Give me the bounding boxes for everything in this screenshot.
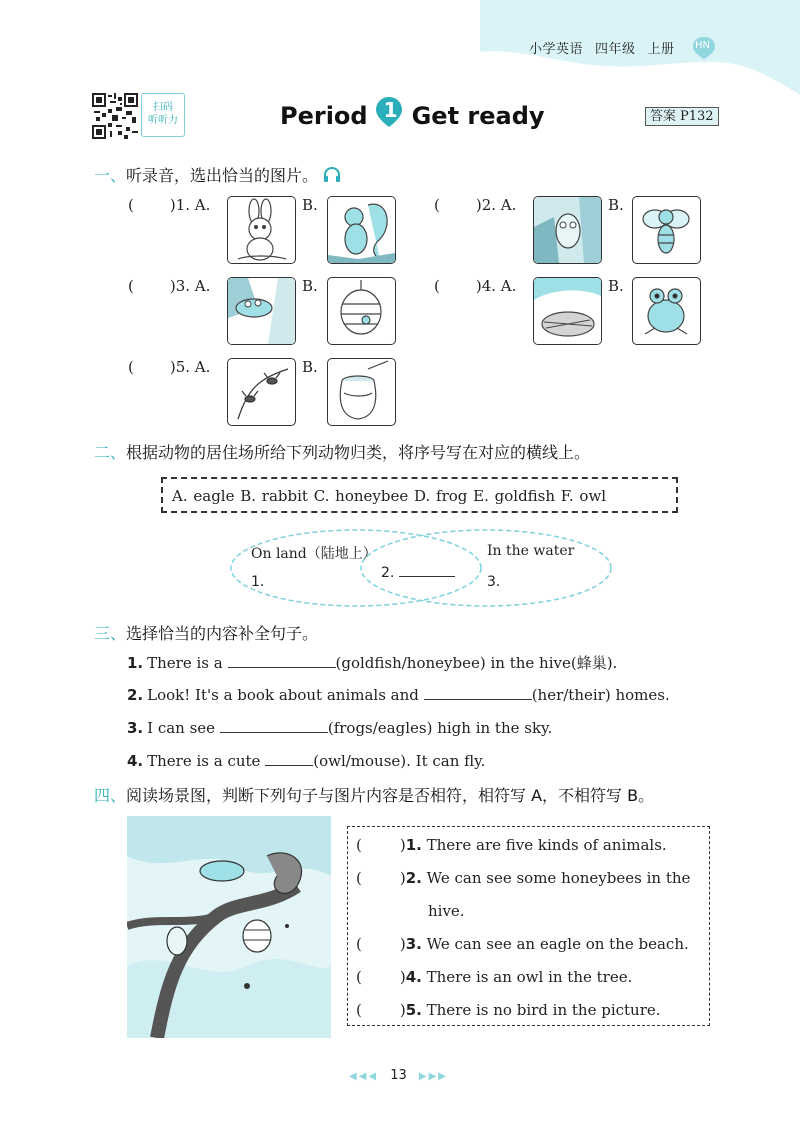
animal-options: A. eagle B. rabbit C. honeybee D. frog E. goldfish F. owl — [172, 487, 607, 505]
statement-4[interactable]: ( )4. There is an owl in the tree. — [356, 968, 633, 986]
blank1-label: 1. — [251, 574, 265, 590]
section1-number: 一、 — [94, 166, 127, 185]
sentence-4: 4. There is a cute (owl/mouse). It can fly. — [127, 752, 486, 770]
item3-number: 3. A. — [175, 277, 211, 295]
judgement-box — [347, 826, 710, 1026]
statement-5[interactable]: ( )5. There is no bird in the picture. — [356, 1001, 661, 1019]
section4-title: 阅读场景图，判断下列句子与图片内容是否相符，相符写 A，不相符写 B。 — [126, 786, 655, 805]
on-land-label: On land（陆地上） — [251, 546, 377, 562]
picture-squirrel[interactable] — [327, 196, 396, 264]
item5-answer-bracket[interactable]: ( )5. A. — [128, 358, 211, 376]
item2-number: 2. A. — [481, 196, 517, 214]
picture-rabbit[interactable] — [227, 196, 296, 264]
item4-number: 4. A. — [481, 277, 517, 295]
scene-picture[interactable] — [127, 816, 331, 1038]
scan-to-listen-label — [141, 93, 185, 137]
headphones-icon[interactable] — [323, 167, 341, 183]
title-suffix: Get ready — [411, 102, 545, 130]
section2-title: 根据动物的居住场所给下列动物归类，将序号写在对应的横线上。 — [126, 443, 591, 462]
grade-label: 四年级 — [595, 42, 636, 57]
volume-label: 上册 — [647, 42, 675, 57]
page-footer — [349, 1068, 448, 1083]
prev-arrows-icon: ◀◀◀ — [349, 1071, 379, 1082]
item4-option-b: B. — [608, 277, 624, 295]
picture-ants[interactable] — [227, 358, 296, 426]
region-badge — [692, 36, 716, 60]
section3-heading — [94, 621, 318, 644]
section4-heading — [94, 783, 654, 806]
picture-honey-jar[interactable] — [327, 358, 396, 426]
sentence-3-blank[interactable] — [220, 718, 328, 733]
statement-3[interactable]: ( )3. We can see an eagle on the beach. — [356, 935, 689, 953]
item1-answer-bracket[interactable]: ( )1. A. — [128, 196, 211, 214]
section4-number: 四、 — [94, 786, 127, 805]
section2-number: 二、 — [94, 443, 127, 462]
region-badge-text: HN — [695, 40, 710, 51]
item2-answer-bracket[interactable]: ( )2. A. — [434, 196, 517, 214]
statement-1[interactable]: ( )1. There are five kinds of animals. — [356, 836, 667, 854]
picture-frog[interactable] — [632, 277, 701, 345]
page-title — [280, 96, 545, 130]
picture-owl[interactable] — [533, 196, 602, 264]
section1-title: 听录音，选出恰当的图片。 — [126, 166, 319, 185]
sentence-3: 3. I can see (frogs/eagles) high in the sky. — [127, 719, 553, 737]
section3-title: 选择恰当的内容补全句子。 — [126, 624, 319, 643]
item1-option-b: B. — [302, 196, 318, 214]
breadcrumb — [529, 38, 687, 57]
qr-code[interactable] — [92, 93, 138, 139]
period-number-badge — [374, 96, 404, 128]
answer-page: P132 — [680, 109, 714, 124]
sentence-2: 2. Look! It's a book about animals and (her/their) homes. — [127, 686, 670, 704]
item3-answer-bracket[interactable]: ( )3. A. — [128, 277, 211, 295]
title-prefix: Period — [280, 102, 368, 130]
next-arrows-icon: ▶▶▶ — [418, 1071, 448, 1082]
sentence-1-blank[interactable] — [228, 653, 336, 668]
picture-nest[interactable] — [227, 277, 296, 345]
period-number: 1 — [383, 98, 398, 122]
item3-option-b: B. — [302, 277, 318, 295]
sentence-1: 1. There is a (goldfish/honeybee) in the hive(蜂巢). — [127, 654, 618, 672]
statement-2[interactable]: ( )2. We can see some honeybees in the — [356, 869, 691, 887]
sentence-2-blank[interactable] — [424, 685, 532, 700]
section3-number: 三、 — [94, 624, 127, 643]
picture-bee[interactable] — [632, 196, 701, 264]
picture-bird-nest[interactable] — [533, 277, 602, 345]
blank3-label: 3. — [487, 574, 501, 590]
item2-option-b: B. — [608, 196, 624, 214]
section2-heading — [94, 440, 590, 463]
scan-label-line1: 扫码 — [153, 102, 173, 113]
item4-answer-bracket[interactable]: ( )4. A. — [434, 277, 517, 295]
item1-number: 1. A. — [175, 196, 211, 214]
in-water-label: In the water — [487, 543, 575, 559]
page-number: 13 — [390, 1068, 407, 1083]
item5-number: 5. A. — [175, 358, 211, 376]
animal-options-box — [161, 477, 678, 513]
sentence-4-blank[interactable] — [265, 751, 313, 766]
blank2-label[interactable]: 2. — [381, 562, 455, 581]
item5-option-b: B. — [302, 358, 318, 376]
subject-label: 小学英语 — [529, 42, 584, 57]
statement-2-continued: hive. — [428, 902, 465, 920]
scan-label-line2: 听听力 — [148, 115, 178, 126]
answer-label: 答案 — [650, 109, 677, 124]
picture-beehive[interactable] — [327, 277, 396, 345]
answer-reference — [645, 107, 719, 126]
section1-heading — [94, 163, 341, 186]
